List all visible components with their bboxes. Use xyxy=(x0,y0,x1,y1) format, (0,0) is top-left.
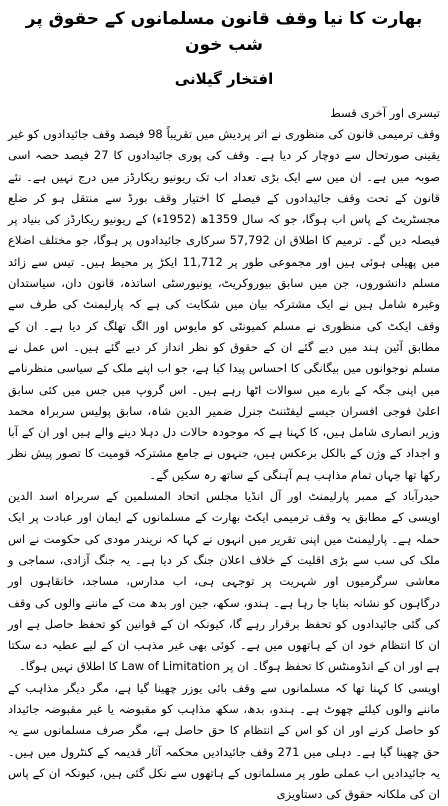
article-paragraph: وقف ترمیمی قانون کی منظوری نے اتر پردیش میں تقریباً 98 فیصد وقف جائیدادوں کو غیر یقینی صورتحال سے دوچار کر دیا ہے۔ وقف کی پوری جائیدادوں کا 27 فیصد حصہ اسی صوبہ میں ہے۔ ان میں سے ایک بڑی تعداد اب تک ریونیو ریکارڈز میں درج نہیں ہے۔ نئے قانون کے تحت وقف جائیدادوں کے فیصلے کا اختیار وقف بورڈ سے منتقل ہو کر ضلع مجسٹریٹ کے پاس اب ہوگا، جو کہ سال 1359ھ (1952ء) کے ریونیو ریکارڈز کی بنیاد پر فیصلہ دیں گے۔ ترمیم کا اطلاق ان 57,792 سرکاری جائیدادوں پر ہوگا، جو مختلف اضلاع میں پھیلی ہوئی ہیں اور مجموعی طور پر 11,712 ایکڑ پر محیط ہیں۔ تیس سے زائد مسلم دانشوروں، جن میں سابق بیوروکریٹ، یونیورسٹی اساتذہ، قانون دان، سیاستدان وغیرہ شامل ہیں نے ایک مشترکہ بیان میں شکایت کی ہے کہ پارلیمنٹ کی طرف سے وقف ایکٹ کی منظوری نے مسلم کمیونٹی کو مایوس اور الگ تھلگ کر دیا ہے۔ ان کے مطابق آئین ہند میں دیے گئے ان کے حقوق کو نظر انداز کر دیے گئے ہیں۔ اس عمل نے مسلم نوجوانوں میں بیگانگی کا احساس پیدا کیا ہے، جو اب اپنے ملک کے سیاسی منظرنامے میں اپنی جگہ کے بارے میں سوالات اٹھا رہے ہیں۔ اس گروپ میں جس میں کئی سابق اعلیٰ فوجی افسران جیسے لیفٹننٹ جنرل ضمیر الدین شاہ، سابق پولیس سربراہ محمد وزیر انصاری شامل ہیں، کا کہنا ہے کہ موجودہ حالات دل دہلا دینے والے ہیں اور ان کے آبا و اجداد کے وژن کے بالکل برعکس ہیں، جنہوں نے جامع مشترکہ قومیت کا تصور پیش نظر رکھا تھا جہاں تمام مذاہب ہم آہنگی کے ساتھ رہ سکیں گے۔ xyxy=(8,127,441,482)
article-part-label: تیسری اور آخری قسط xyxy=(330,106,440,120)
article-author: افتخار گیلانی xyxy=(174,70,274,88)
article-paragraph: اویسی کا کہنا تھا کہ مسلمانوں سے وقف بائی یوزر چھینا گیا ہے، مگر دیگر مذاہب کے ماننے والوں کیلئے چھوٹ ہے۔ ہندو، بدھ، سکھ مذاہب کو مقبوضہ یا غیر مقبوضہ جائیداد کو حاصل کرنے اور ان کو اس کے انتظام کا حق حاصل ہے، مگر صرف مسلمانوں سے یہ حق چھینا گیا ہے۔ دہلی میں 271 وقف جائیدادیں محکمہ آثار قدیمہ کے کنٹرول میں ہیں۔ یہ جائیدادیں اب عملی طور پر مسلمانوں کے ہاتھوں سے نکل گئی ہیں، کیونکہ ان کے پاس ان کی ملکانہ حقوق کی دستاویزی xyxy=(8,680,440,802)
article-title: بھارت کا نیا وقف قانون مسلمانوں کے حقوق پر شب خون xyxy=(25,9,423,55)
article-paragraph: حیدرآباد کے ممبر پارلیمنٹ اور آل انڈیا مجلس اتحاد المسلمین کے سربراہ اسد الدین اویسی کے مطابق یہ وقف ترمیمی ایکٹ بھارت کے مسلمانوں کے ایمان اور عبادت پر ایک حملہ ہے۔ پارلیمنٹ میں اپنی تقریر میں انہوں نے کہا کہ نریندر مودی کی حکومت نے اس ملک کی سب سے بڑی اقلیت کے خلاف اعلان جنگ کر دیا ہے۔ یہ جنگ آزادی، سماجی و معاشی سرگرمیوں اور شہریت پر توجہی ہی، اب مدارس، مساجد، خانقاہوں اور درگاہوں کو نشانہ بنایا جا رہا ہے۔ ہندو، سکھ، جین اور بدھ مت کے ماننے والوں کی وقف کی گئی جائیدادوں کو تحفظ برقرار رہے گا، کیونکہ ان کے قوانین کو تحفظ حاصل ہے اور ان کا انتظام خود ان کے ہاتھوں میں ہے۔ کوئی بھی غیر مذہب ان کے لیے عطیہ دے سکتا ہے اور ان کے انڈومنٹس کا تحفظ ہوگا۔ ان پر Law of Limitation کا اطلاق نہیں ہوگا۔ xyxy=(8,489,440,674)
